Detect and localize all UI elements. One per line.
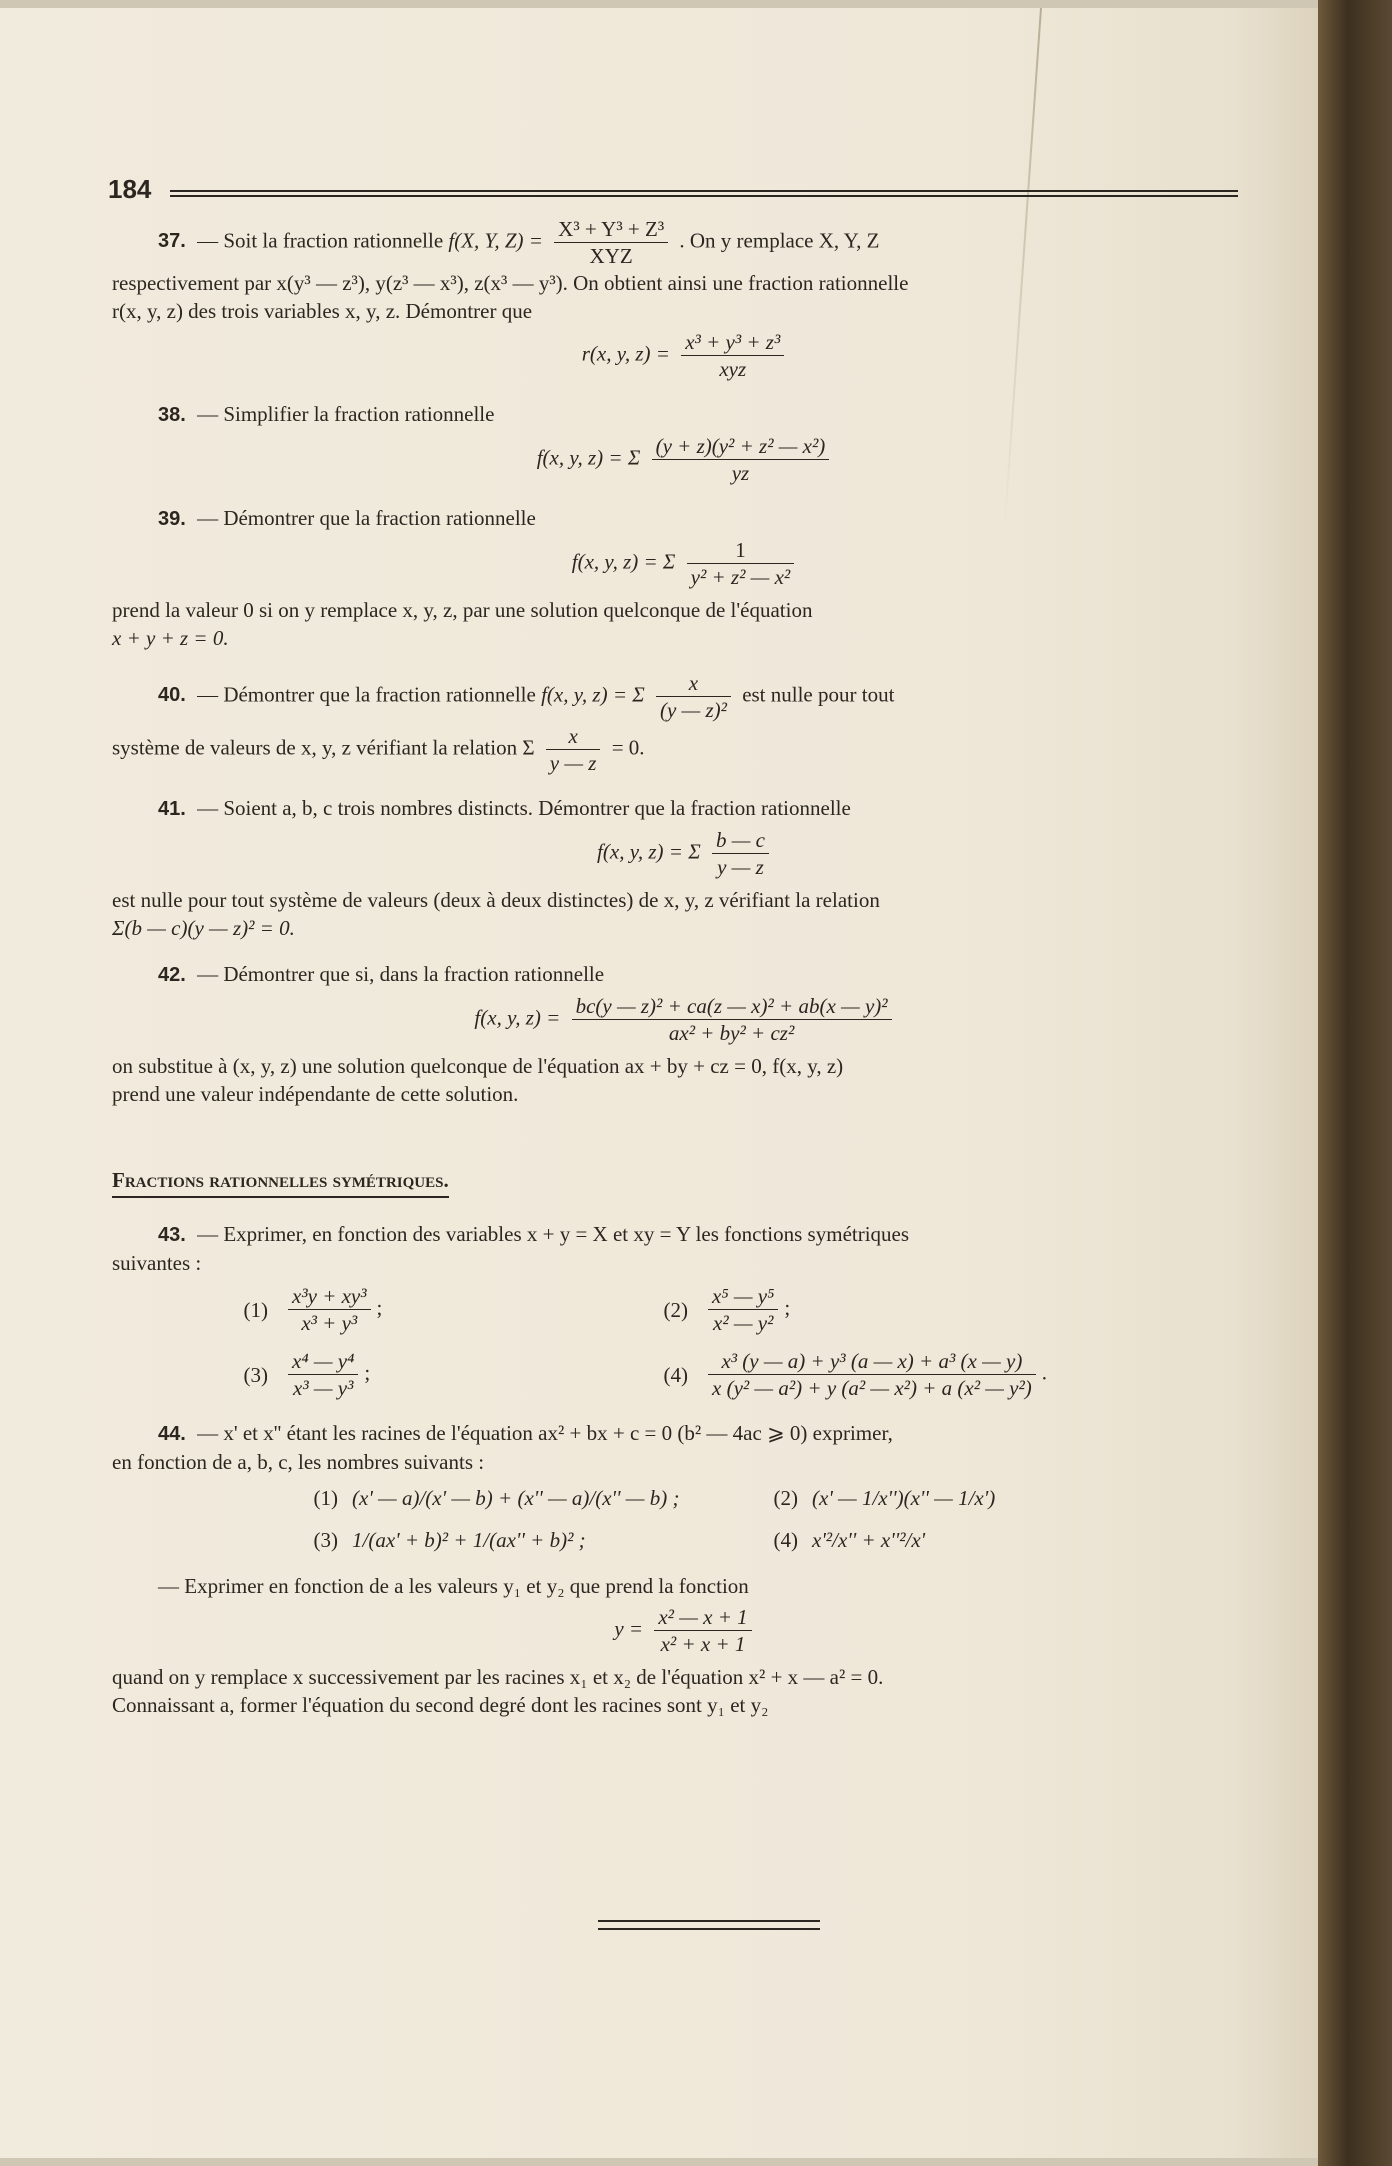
exercise-text: respectivement par x(y³ — z³), y(z³ — x³), z(x³ — y³). On obtient ainsi une fraction rationnelle	[112, 271, 909, 295]
exercise-text: système de valeurs de x, y, z vérifiant la relation Σ	[112, 735, 535, 760]
exercise-40	[112, 670, 1260, 776]
exercise-text: quand on y remplace x successivement par les racines x₁ et x₂ de l'équation x² + x — a² = 0.	[112, 1665, 884, 1689]
expression: (x' — a)/(x' — b) + (x'' — a)/(x'' — b) ;	[352, 1486, 680, 1510]
item-label: (4)	[773, 1528, 798, 1552]
denominator: x² + x + 1	[660, 1632, 746, 1656]
exercise-text: prend une valeur indépendante de cette solution.	[112, 1082, 519, 1106]
expression	[702, 1348, 1242, 1401]
exercise-text: est nulle pour tout	[742, 682, 895, 707]
exercise-text: . On y remplace X, Y, Z	[679, 228, 880, 253]
expression: (x' — 1/x'')(x'' — 1/x')	[812, 1486, 996, 1510]
formula-lhs: f(x, y, z) = Σ	[571, 549, 676, 574]
expression	[282, 1283, 642, 1336]
expression	[702, 1283, 1242, 1336]
numerator: x² — x + 1	[654, 1604, 751, 1631]
exercise-44	[112, 1419, 1260, 1719]
book-edge	[1318, 0, 1392, 2166]
exercise-37	[112, 216, 1260, 382]
denominator: y — z	[717, 855, 764, 879]
exercise-text: x + y + z = 0.	[112, 626, 229, 650]
denominator: (y — z)²	[659, 698, 727, 722]
punctuation: ;	[376, 1295, 383, 1320]
numerator: x³ (y — a) + y³ (a — x) + a³ (x — y)	[708, 1348, 1036, 1375]
exercise-text: en fonction de a, b, c, les nombres suivants :	[112, 1450, 485, 1474]
exercise-39	[112, 504, 1260, 652]
fraction	[654, 1604, 751, 1657]
exercise-text: Connaissant a, former l'équation du second degré dont les racines sont y₁ et y₂	[112, 1693, 769, 1717]
denominator: x³ — y³	[293, 1376, 354, 1400]
formula-lhs: f(x, y, z) =	[474, 1005, 561, 1030]
display-formula	[112, 1604, 1260, 1657]
exercise-41	[112, 794, 1260, 942]
numerator: (y + z)(y² + z² — x²)	[652, 433, 830, 460]
item-label: (1)	[243, 1297, 268, 1322]
display-formula	[112, 827, 1260, 880]
exercise-number: 41.	[158, 798, 186, 820]
item-label: (4)	[663, 1362, 688, 1387]
fraction	[687, 537, 795, 590]
formula-lhs: f(x, y, z) = Σ	[541, 682, 645, 707]
exercise-text: on substitue à (x, y, z) une solution quelconque de l'équation ax + by + cz = 0, f(x, y, z)	[112, 1054, 844, 1078]
fraction	[546, 723, 601, 776]
numerator: x⁵ — y⁵	[708, 1283, 778, 1310]
numerator: x	[656, 670, 731, 697]
exercise-text: — Démontrer que la fraction rationnelle	[197, 682, 536, 707]
exercise-text: — x' et x'' étant les racines de l'équation ax² + bx + c = 0 (b² — 4ac ⩾ 0) exprimer,	[197, 1421, 893, 1445]
punctuation: ;	[364, 1360, 371, 1385]
page-number: 184	[108, 174, 152, 204]
exercise-text: — Démontrer que la fraction rationnelle	[197, 506, 536, 530]
numerator: X³ + Y³ + Z³	[554, 216, 668, 243]
exercise-text: — Exprimer en fonction de a les valeurs y₁ et y₂ que prend la fonction	[158, 1574, 749, 1598]
numerator: bc(y — z)² + ca(z — x)² + ab(x — y)²	[572, 993, 892, 1020]
numerator: x	[546, 723, 601, 750]
exercise-number: 42.	[158, 964, 186, 986]
numerator: x³y + xy³	[288, 1283, 371, 1310]
expression: 1/(ax' + b)² + 1/(ax'' + b)² ;	[352, 1528, 586, 1552]
fraction	[656, 670, 731, 723]
header-rule	[170, 190, 1238, 197]
fraction	[288, 1283, 371, 1336]
exercise-number: 43.	[158, 1224, 186, 1246]
exercise-43	[112, 1220, 1260, 1401]
item-label: (3)	[313, 1528, 338, 1552]
exercise-text: r(x, y, z) des trois variables x, y, z. Démontrer que	[112, 299, 533, 323]
exercise-number: 40.	[158, 684, 186, 707]
fraction	[681, 329, 784, 382]
item-label: (3)	[243, 1362, 268, 1387]
fraction	[288, 1348, 358, 1401]
punctuation: ;	[784, 1295, 791, 1320]
formula-lhs: r(x, y, z) =	[581, 341, 670, 366]
fraction	[572, 993, 892, 1046]
exercise-text: Σ(b — c)(y — z)² = 0.	[112, 916, 295, 940]
fraction	[652, 433, 830, 486]
denominator: yz	[731, 461, 750, 485]
denominator: x³ + y³	[301, 1311, 358, 1335]
exercise-number: 37.	[158, 230, 186, 253]
exercise-number: 38.	[158, 404, 186, 426]
denominator: XYZ	[589, 244, 633, 268]
section-heading: Fractions rationnelles symétriques.	[112, 1166, 449, 1198]
exercise-number: 44.	[158, 1423, 186, 1445]
exercise-text: prend la valeur 0 si on y remplace x, y, z, par une solution quelconque de l'équation	[112, 598, 813, 622]
item-label: (1)	[313, 1486, 338, 1510]
exercise-text: — Soit la fraction rationnelle	[197, 228, 444, 253]
numerator: x⁴ — y⁴	[288, 1348, 358, 1375]
expression: x'²/x'' + x''²/x'	[812, 1528, 926, 1552]
exercise-text: — Simplifier la fraction rationnelle	[197, 402, 495, 426]
denominator: xyz	[719, 357, 747, 381]
fraction	[712, 827, 769, 880]
numerator: b — c	[712, 827, 769, 854]
punctuation: .	[1041, 1360, 1048, 1385]
display-formula	[112, 537, 1260, 590]
exercise-text: = 0.	[611, 735, 645, 760]
page-header	[108, 174, 1238, 210]
expression-grid	[292, 1484, 1260, 1554]
fraction	[554, 216, 668, 269]
exercise-text: — Exprimer, en fonction des variables x + y = X et xy = Y les fonctions symétriques	[197, 1222, 910, 1246]
denominator: y — z	[549, 751, 597, 775]
page-body	[112, 216, 1260, 1737]
expression	[282, 1348, 642, 1401]
exercise-text: — Soient a, b, c trois nombres distincts. Démontrer que la fraction rationnelle	[197, 796, 851, 820]
formula-lhs: f(X, Y, Z) =	[448, 228, 543, 253]
expression-grid	[222, 1283, 1260, 1401]
fraction	[708, 1348, 1036, 1401]
exercise-number: 39.	[158, 508, 186, 530]
exercise-text: est nulle pour tout système de valeurs (deux à deux distinctes) de x, y, z vérifiant la relation	[112, 888, 880, 912]
exercise-text: — Démontrer que si, dans la fraction rationnelle	[197, 962, 605, 986]
end-rule	[598, 1920, 820, 1930]
fraction	[708, 1283, 778, 1336]
book-page	[0, 8, 1340, 2158]
formula-lhs: y =	[614, 1616, 644, 1641]
exercise-text: suivantes :	[112, 1251, 202, 1275]
denominator: x (y² — a²) + y (a² — x²) + a (x² — y²)	[712, 1376, 1032, 1400]
display-formula	[112, 433, 1260, 486]
denominator: y² + z² — x²	[690, 565, 791, 589]
display-formula	[112, 329, 1260, 382]
exercise-38	[112, 400, 1260, 486]
item-label: (2)	[663, 1297, 688, 1322]
formula-lhs: f(x, y, z) = Σ	[536, 445, 641, 470]
exercise-42	[112, 960, 1260, 1108]
formula-lhs: f(x, y, z) = Σ	[597, 839, 701, 864]
denominator: x² — y²	[713, 1311, 774, 1335]
item-label: (2)	[773, 1486, 798, 1510]
display-formula	[112, 993, 1260, 1046]
numerator: x³ + y³ + z³	[681, 329, 784, 356]
denominator: ax² + by² + cz²	[668, 1021, 795, 1045]
numerator: 1	[687, 537, 795, 564]
